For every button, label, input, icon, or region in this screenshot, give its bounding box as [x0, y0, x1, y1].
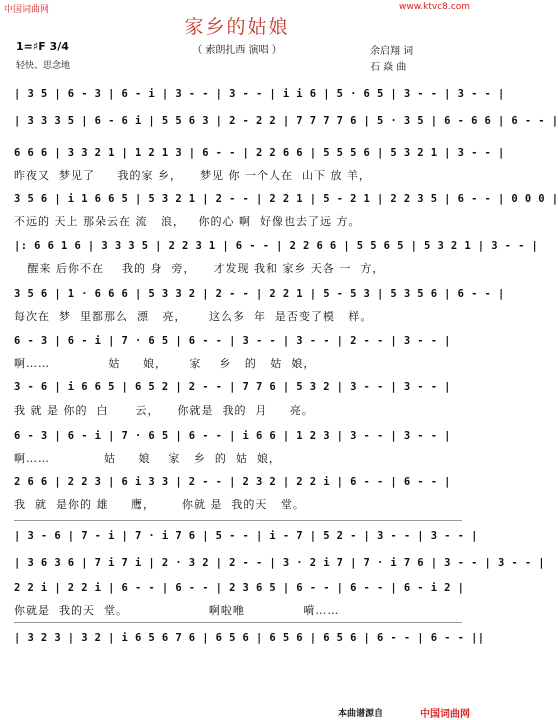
song-title: 家乡的姑娘	[184, 16, 290, 38]
lyrics-line: 醒来 后你不在 我的 身 旁， 才发现 我和 家乡 天各 一 方，	[14, 262, 385, 275]
notation-line: 6 - 3 | 6 - i | 7 · 6 5 | 6 - - | i 6 6 | 1 2 3 | 3 - - | 3 - - |	[14, 430, 451, 442]
composer-credit: 石 焱 曲	[370, 62, 407, 73]
tempo-marking: 轻快、思念地	[16, 61, 71, 71]
notation-line: | 3 3 3 5 | 6 - 6 i | 5 5 6 3 | 2 - 2 2 | 7 7 7 7 6 | 5 · 3 5 | 6 - 6 6 | 6 - - |	[14, 115, 558, 127]
performer-subtitle: （ 索朗扎西 演唱 ）	[192, 45, 282, 56]
section-divider	[14, 520, 462, 521]
watermark-bottom-right: 中国词曲网	[420, 709, 470, 720]
notation-line: | 3 - 6 | 7 - i | 7 · i 7 6 | 5 - - | i - 7 | 5 2 - | 3 - - | 3 - - |	[14, 530, 478, 542]
key-signature: 1=♯F 3/4	[16, 40, 69, 53]
lyrics-line: 每次在 梦 里都那么 漂 亮， 这么多 年 是否变了模 样。	[14, 310, 373, 323]
section-divider	[14, 622, 462, 623]
notation-line: 6 6 6 | 3 3 2 1 | 1 2 1 3 | 6 - - | 2 2 6 6 | 5 5 5 6 | 5 3 2 1 | 3 - - |	[14, 147, 505, 159]
lyrics-line: 你就是 我的天 堂。 啊啦咃 嗬……	[14, 604, 340, 617]
notation-line: 3 - 6 | i 6 6 5 | 6 5 2 | 2 - - | 7 7 6 | 5 3 2 | 3 - - | 3 - - |	[14, 381, 451, 393]
lyricist-credit: 余启翔 词	[370, 46, 414, 57]
lyrics-line: 昨夜又 梦见了 我的家 乡， 梦见 你 一个人在 山下 放 羊，	[14, 169, 371, 182]
notation-line: 2 2 i | 2 2 i | 6 - - | 6 - - | 2 3 6 5 | 6 - - | 6 - - | 6 - i 2 |	[14, 582, 465, 594]
lyrics-line: 啊…… 姑 娘 家 乡 的 姑 娘，	[14, 452, 281, 465]
notation-line: 6 - 3 | 6 - i | 7 · 6 5 | 6 - - | 3 - - | 3 - - | 2 - - | 3 - - |	[14, 335, 451, 347]
notation-line: 3 5 6 | i 1 6 6 5 | 5 3 2 1 | 2 - - | 2 2 1 | 5 - 2 1 | 2 2 3 5 | 6 - - | 0 0 0 |	[14, 193, 558, 205]
notation-line: | 3 6 3 6 | 7 i 7 i | 2 · 3 2 | 2 - - | 3 · 2 i 7 | 7 · i 7 6 | 3 - - | 3 - - |	[14, 557, 546, 569]
watermark-top-left: 中国词曲网	[4, 5, 50, 15]
notation-line: |: 6 6 1 6 | 3 3 3 5 | 2 2 3 1 | 6 - - | 2 2 6 6 | 5 5 6 5 | 5 3 2 1 | 3 - - |	[14, 240, 539, 252]
notation-line: 3 5 6 | 1 · 6 6 6 | 5 3 3 2 | 2 - - | 2 2 1 | 5 - 5 3 | 5 3 5 6 | 6 - - |	[14, 288, 505, 300]
lyrics-line: 啊…… 姑 娘， 家 乡 的 姑 娘，	[14, 357, 316, 370]
lyrics-line: 不远的 天上 那朵云在 流 浪， 你的心 啊 好像也去了远 方。	[14, 215, 361, 228]
watermark-top-right: www.ktvc8.com	[399, 2, 470, 12]
notation-line: 2 6 6 | 2 2 3 | 6 i 3 3 | 2 - - | 2 3 2 | 2 2 i | 6 - - | 6 - - |	[14, 476, 451, 488]
notation-line: | 3 2 3 | 3 2 | i 6 5 6 7 6 | 6 5 6 | 6 5 6 | 6 5 6 | 6 - - | 6 - - ||	[14, 632, 485, 644]
lyrics-line: 我 就 是你的 雄 鹰， 你就 是 我的天 堂。	[14, 498, 305, 511]
watermark-bottom-left: 本曲谱源自	[338, 709, 384, 719]
notation-line: | 3 5 | 6 - 3 | 6 - i | 3 - - | 3 - - | i i 6 | 5 · 6 5 | 3 - - | 3 - - |	[14, 88, 505, 100]
lyrics-line: 我 就 是 你的 白 云， 你就是 我的 月 亮。	[14, 404, 314, 417]
